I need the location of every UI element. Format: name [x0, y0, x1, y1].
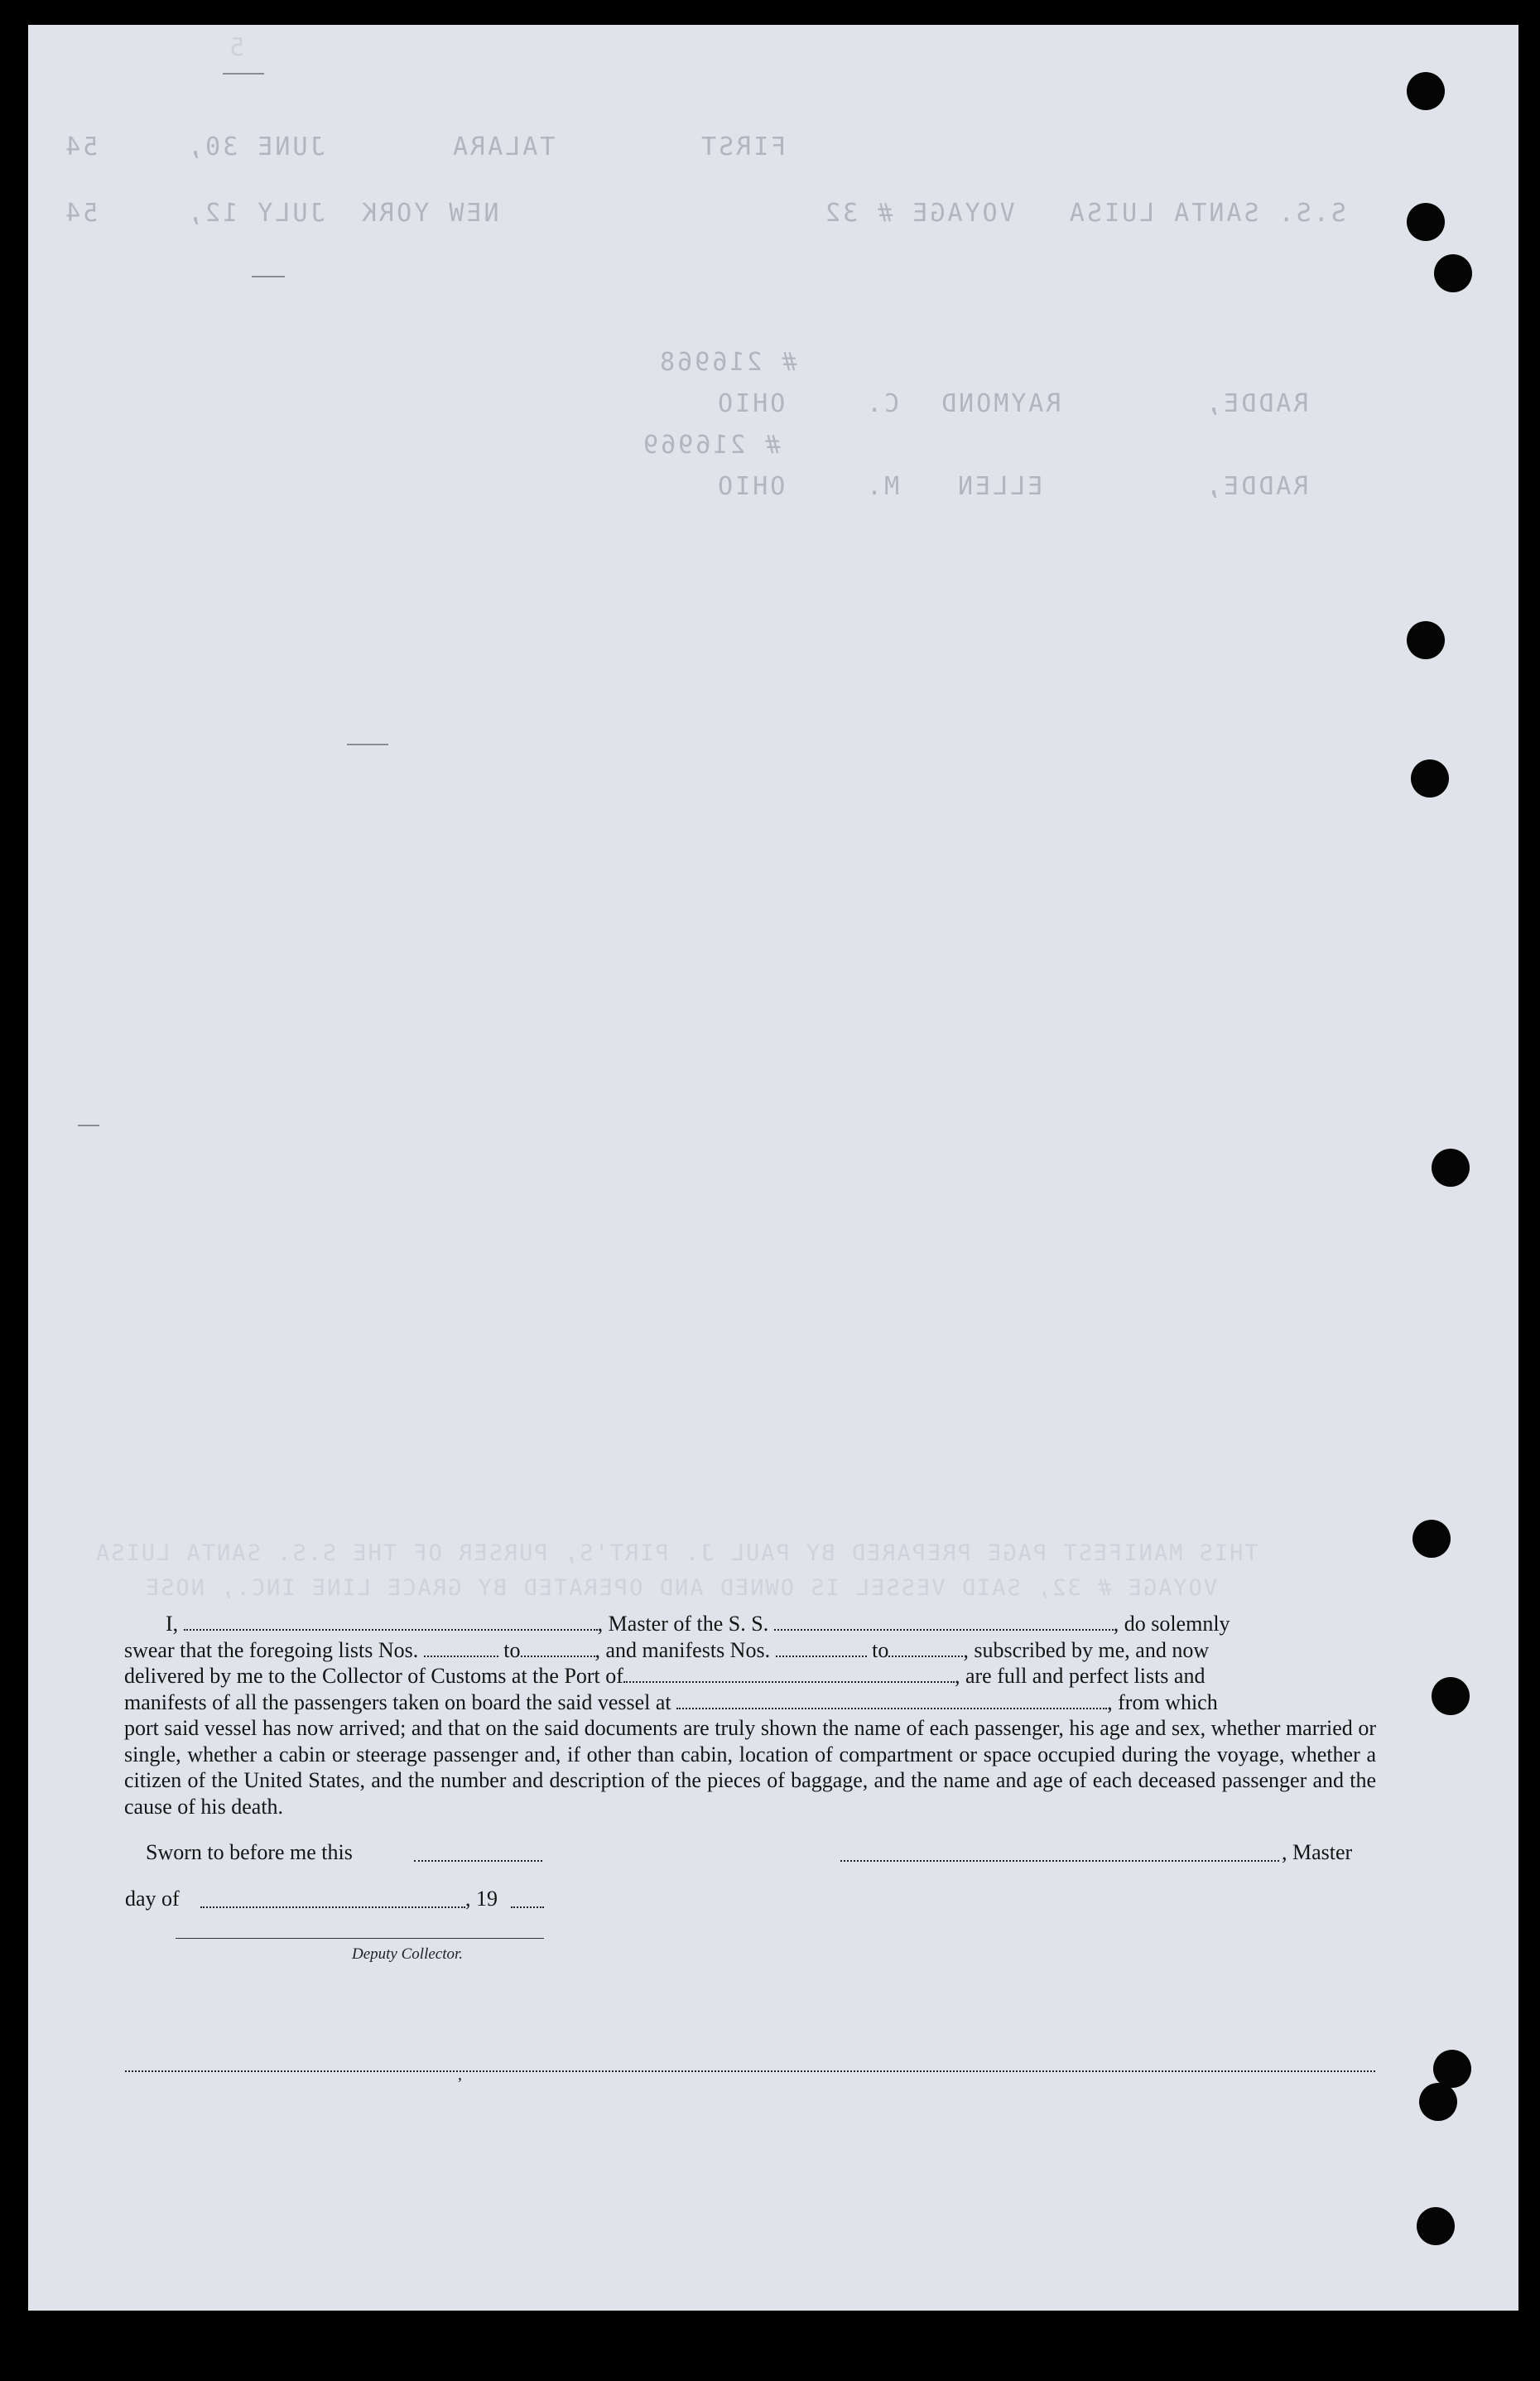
binder-hole [1417, 2207, 1455, 2245]
bleed-passenger1-first: RAYMOND [939, 389, 1061, 418]
binder-hole [1412, 1520, 1451, 1558]
bleed-passenger2-state: OHIO [715, 472, 786, 501]
blank-manifest-to [888, 1641, 963, 1657]
oath-manifests: , and manifests Nos. [594, 1637, 771, 1662]
bleed-line2-date: JULY 12, [185, 199, 325, 228]
bleed-note-line2: VOYAGE # 32, SAID VESSEL IS OWNED AND OPERATED BY GRACE LINE INC., NOSE [144, 1575, 1218, 1601]
oath-line-4 [124, 1689, 1376, 1716]
oath-line-1 [124, 1611, 1376, 1637]
binder-hole [1432, 1677, 1470, 1715]
deputy-collector-line [176, 1938, 544, 1939]
deputy-collector-label: Deputy Collector. [352, 1945, 464, 1963]
year-line [511, 1906, 544, 1908]
oath-line-3 [124, 1663, 1376, 1689]
oath-solemnly: , do solemnly [1113, 1612, 1230, 1636]
blank-list-to [521, 1641, 595, 1657]
oath-swear: swear that the foregoing lists Nos. [124, 1637, 419, 1662]
oath-from-which: , from which [1107, 1689, 1218, 1714]
oath-to-1: to [503, 1637, 521, 1662]
bleed-line1-port: TALARA [450, 133, 556, 161]
bleed-passenger1-name: RADDE, [1204, 389, 1309, 418]
stray-mark [78, 1125, 99, 1126]
blank-vessel-name [774, 1614, 1114, 1631]
day-of-label: day of [125, 1887, 180, 1911]
oath-manifests-all: manifests of all the passengers taken on board the said vessel at [124, 1689, 671, 1714]
bleed-note-line1: THIS MANIFEST PAGE PREPARED BY PAUL J. PIRT'S, PURSER OF THE S.S. SANTA LUISA [94, 1540, 1258, 1566]
bleed-top-number: 5 [227, 33, 245, 62]
stray-mark [252, 276, 285, 277]
bleed-line2-number: 54 [63, 199, 99, 228]
binder-hole [1407, 621, 1445, 659]
stray-mark [223, 73, 264, 75]
bottom-tick: , [458, 2065, 462, 2084]
oath-full-perfect: , are full and perfect lists and [954, 1664, 1206, 1688]
oath-i: I, [166, 1612, 179, 1636]
master-signature-line [840, 1860, 1279, 1862]
binder-hole [1407, 72, 1445, 110]
bleed-line2-port: NEW YORK [359, 199, 499, 228]
blank-list-from [424, 1641, 498, 1657]
bleed-line1-number: 54 [63, 133, 99, 161]
bleed-passenger1-number: # 216968 [657, 348, 797, 377]
bleed-passenger2-first: ELLEN [955, 472, 1043, 501]
year-label: , 19 [465, 1887, 498, 1911]
blank-master-name [184, 1614, 598, 1631]
bleed-line1-class: FIRST [699, 133, 787, 161]
blank-embark-port [676, 1693, 1107, 1709]
bleed-passenger1-state: OHIO [715, 389, 786, 418]
bleed-passenger2-initial: M. [864, 472, 900, 501]
oath-delivered: delivered by me to the Collector of Customs at the Port of [124, 1664, 623, 1688]
oath-line-2 [124, 1637, 1376, 1664]
manifest-sheet [28, 25, 1518, 2311]
oath-subscribed: , subscribed by me, and now [963, 1637, 1210, 1662]
bleed-line2-voyage: S.S. SANTA LUISA VOYAGE # 32 [823, 199, 1346, 228]
binder-hole [1432, 1149, 1470, 1187]
bleed-passenger1-initial: C. [864, 389, 900, 418]
oath-paragraph [124, 1611, 1376, 1819]
oath-master-of: , Master of the S. S. [597, 1612, 769, 1636]
bleed-line1-date: JUNE 30, [185, 133, 325, 161]
binder-hole [1407, 203, 1445, 241]
master-label: , Master [1282, 1840, 1353, 1864]
binder-hole [1411, 759, 1449, 798]
oath-to-2: to [872, 1637, 889, 1662]
day-of-line [200, 1906, 465, 1908]
blank-manifest-from [776, 1641, 867, 1657]
bleed-passenger2-number: # 216969 [641, 431, 781, 460]
binder-hole [1419, 2083, 1457, 2121]
binder-hole [1434, 254, 1472, 292]
oath-body: port said vessel has now arrived; and that on the said documents are truly shown the name of each passenger, his age and sex, whether married or single, whether a cabin or steerage passenger and, if other than cabin, location of compartment or space occupied during the voyage, whether a citizen of the United States, and the number and description of the pieces of baggage, and the name and age of each deceased passenger and the cause of his death. [124, 1716, 1376, 1819]
bleed-passenger2-name: RADDE, [1204, 472, 1309, 501]
blank-port [623, 1666, 955, 1683]
sworn-date-line [414, 1860, 542, 1862]
bottom-rule [125, 2070, 1375, 2072]
sworn-label: Sworn to before me this [146, 1840, 353, 1864]
stray-mark [347, 744, 388, 745]
